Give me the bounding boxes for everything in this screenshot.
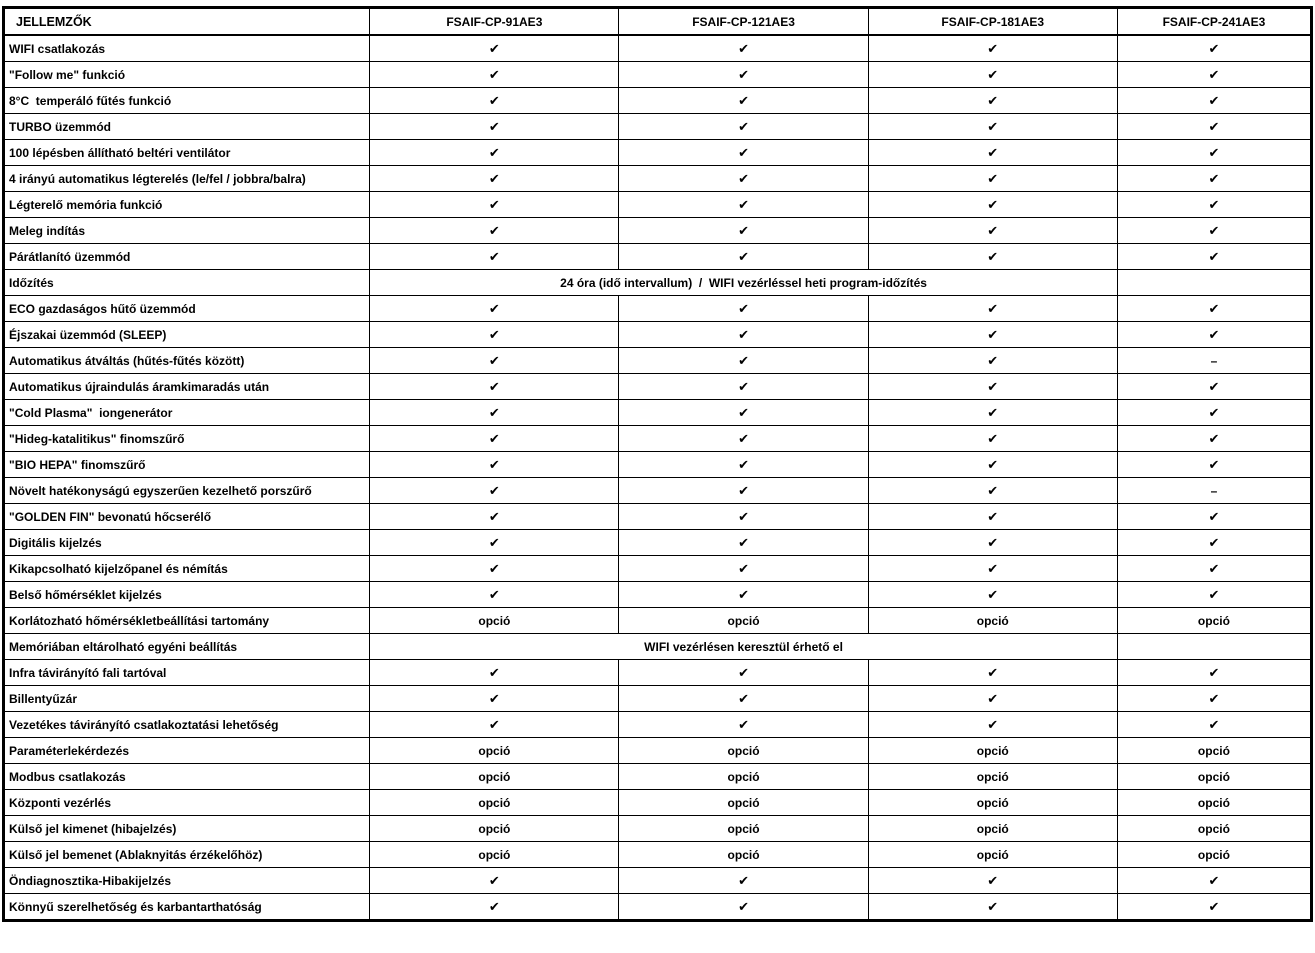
checkmark-cell: ✔ bbox=[370, 400, 619, 426]
feature-label: Belső hőmérséklet kijelzés bbox=[4, 582, 370, 608]
spanning-value-cell: 24 óra (idő intervallum) / WIFI vezérléssel heti program-időzítés bbox=[370, 270, 1118, 296]
feature-label: Külső jel kimenet (hibajelzés) bbox=[4, 816, 370, 842]
checkmark-cell: ✔ bbox=[1117, 296, 1311, 322]
features-comparison-table bbox=[2, 6, 1313, 922]
table-row bbox=[4, 348, 1312, 374]
table-row bbox=[4, 504, 1312, 530]
feature-label: Automatikus újraindulás áramkimaradás után bbox=[4, 374, 370, 400]
table-row bbox=[4, 738, 1312, 764]
feature-label: Automatikus átváltás (hűtés-fűtés között) bbox=[4, 348, 370, 374]
option-cell: opció bbox=[868, 816, 1117, 842]
feature-label: Korlátozható hőmérsékletbeállítási tartomány bbox=[4, 608, 370, 634]
checkmark-cell: ✔ bbox=[619, 88, 868, 114]
table-row bbox=[4, 478, 1312, 504]
checkmark-cell: ✔ bbox=[1117, 582, 1311, 608]
checkmark-cell: ✔ bbox=[868, 400, 1117, 426]
feature-label: 4 irányú automatikus légterelés (le/fel / jobbra/balra) bbox=[4, 166, 370, 192]
checkmark-cell: ✔ bbox=[868, 478, 1117, 504]
feature-label: TURBO üzemmód bbox=[4, 114, 370, 140]
table-row bbox=[4, 192, 1312, 218]
checkmark-cell: ✔ bbox=[619, 686, 868, 712]
table-row bbox=[4, 270, 1312, 296]
option-cell: opció bbox=[619, 738, 868, 764]
option-cell: opció bbox=[1117, 790, 1311, 816]
checkmark-cell: ✔ bbox=[868, 556, 1117, 582]
checkmark-cell: ✔ bbox=[1117, 712, 1311, 738]
table-row bbox=[4, 816, 1312, 842]
checkmark-cell: ✔ bbox=[1117, 244, 1311, 270]
checkmark-cell: ✔ bbox=[1117, 192, 1311, 218]
checkmark-cell: ✔ bbox=[370, 374, 619, 400]
feature-label: Időzítés bbox=[4, 270, 370, 296]
checkmark-cell: ✔ bbox=[619, 296, 868, 322]
checkmark-cell: ✔ bbox=[370, 894, 619, 921]
table-row bbox=[4, 322, 1312, 348]
table-row bbox=[4, 634, 1312, 660]
checkmark-cell: ✔ bbox=[1117, 556, 1311, 582]
checkmark-cell: ✔ bbox=[868, 35, 1117, 62]
checkmark-cell: ✔ bbox=[868, 712, 1117, 738]
table-row bbox=[4, 712, 1312, 738]
checkmark-cell: ✔ bbox=[868, 504, 1117, 530]
empty-value-cell bbox=[1117, 634, 1311, 660]
model-column-header-4: FSAIF-CP-241AE3 bbox=[1117, 8, 1311, 36]
checkmark-cell: ✔ bbox=[370, 478, 619, 504]
checkmark-cell: ✔ bbox=[370, 556, 619, 582]
checkmark-cell: ✔ bbox=[868, 530, 1117, 556]
checkmark-cell: ✔ bbox=[868, 686, 1117, 712]
feature-label: "BIO HEPA" finomszűrő bbox=[4, 452, 370, 478]
checkmark-cell: ✔ bbox=[1117, 400, 1311, 426]
checkmark-cell: ✔ bbox=[868, 166, 1117, 192]
feature-label: Infra távirányító fali tartóval bbox=[4, 660, 370, 686]
option-cell: opció bbox=[370, 842, 619, 868]
checkmark-cell: ✔ bbox=[370, 868, 619, 894]
option-cell: opció bbox=[619, 608, 868, 634]
spanning-value-cell: WIFI vezérlésen keresztül érhető el bbox=[370, 634, 1118, 660]
feature-label: "Cold Plasma" iongenerátor bbox=[4, 400, 370, 426]
table-row bbox=[4, 530, 1312, 556]
checkmark-cell: ✔ bbox=[868, 348, 1117, 374]
table-row bbox=[4, 35, 1312, 62]
checkmark-cell: ✔ bbox=[1117, 218, 1311, 244]
checkmark-cell: ✔ bbox=[1117, 35, 1311, 62]
feature-label: "GOLDEN FIN" bevonatú hőcserélő bbox=[4, 504, 370, 530]
checkmark-cell: ✔ bbox=[619, 114, 868, 140]
checkmark-cell: ✔ bbox=[868, 88, 1117, 114]
option-cell: opció bbox=[868, 608, 1117, 634]
checkmark-cell: ✔ bbox=[370, 166, 619, 192]
table-row bbox=[4, 452, 1312, 478]
checkmark-cell: ✔ bbox=[1117, 868, 1311, 894]
checkmark-cell: ✔ bbox=[868, 868, 1117, 894]
checkmark-cell: ✔ bbox=[370, 35, 619, 62]
table-row bbox=[4, 296, 1312, 322]
checkmark-cell: ✔ bbox=[1117, 166, 1311, 192]
feature-label: Digitális kijelzés bbox=[4, 530, 370, 556]
feature-label: 100 lépésben állítható beltéri ventilátor bbox=[4, 140, 370, 166]
table-row bbox=[4, 868, 1312, 894]
checkmark-cell: ✔ bbox=[868, 322, 1117, 348]
feature-label: "Follow me" funkció bbox=[4, 62, 370, 88]
table-row bbox=[4, 62, 1312, 88]
checkmark-cell: ✔ bbox=[370, 218, 619, 244]
checkmark-cell: ✔ bbox=[370, 140, 619, 166]
checkmark-cell: ✔ bbox=[619, 374, 868, 400]
checkmark-cell: ✔ bbox=[619, 218, 868, 244]
table-row bbox=[4, 894, 1312, 921]
checkmark-cell: ✔ bbox=[1117, 660, 1311, 686]
checkmark-cell: ✔ bbox=[619, 556, 868, 582]
features-column-header: JELLEMZŐK bbox=[4, 8, 370, 36]
table-row bbox=[4, 218, 1312, 244]
feature-label: "Hideg-katalitikus" finomszűrő bbox=[4, 426, 370, 452]
checkmark-cell: ✔ bbox=[868, 660, 1117, 686]
checkmark-cell: ✔ bbox=[619, 192, 868, 218]
checkmark-cell: ✔ bbox=[370, 62, 619, 88]
model-column-header-2: FSAIF-CP-121AE3 bbox=[619, 8, 868, 36]
checkmark-cell: ✔ bbox=[1117, 62, 1311, 88]
empty-value-cell bbox=[1117, 270, 1311, 296]
checkmark-cell: ✔ bbox=[868, 244, 1117, 270]
option-cell: opció bbox=[619, 842, 868, 868]
feature-label: Öndiagnosztika-Hibakijelzés bbox=[4, 868, 370, 894]
feature-label: Légterelő memória funkció bbox=[4, 192, 370, 218]
checkmark-cell: ✔ bbox=[619, 426, 868, 452]
checkmark-cell: ✔ bbox=[370, 114, 619, 140]
option-cell: opció bbox=[619, 790, 868, 816]
checkmark-cell: ✔ bbox=[1117, 686, 1311, 712]
option-cell: opció bbox=[868, 764, 1117, 790]
table-row bbox=[4, 608, 1312, 634]
checkmark-cell: ✔ bbox=[370, 296, 619, 322]
dash-cell: – bbox=[1117, 348, 1311, 374]
checkmark-cell: ✔ bbox=[370, 504, 619, 530]
checkmark-cell: ✔ bbox=[619, 348, 868, 374]
checkmark-cell: ✔ bbox=[619, 712, 868, 738]
checkmark-cell: ✔ bbox=[1117, 452, 1311, 478]
header-row bbox=[4, 8, 1312, 36]
checkmark-cell: ✔ bbox=[619, 868, 868, 894]
checkmark-cell: ✔ bbox=[1117, 504, 1311, 530]
feature-label: Modbus csatlakozás bbox=[4, 764, 370, 790]
checkmark-cell: ✔ bbox=[619, 530, 868, 556]
checkmark-cell: ✔ bbox=[1117, 426, 1311, 452]
checkmark-cell: ✔ bbox=[868, 452, 1117, 478]
table-row bbox=[4, 660, 1312, 686]
checkmark-cell: ✔ bbox=[370, 322, 619, 348]
table-row bbox=[4, 400, 1312, 426]
checkmark-cell: ✔ bbox=[619, 478, 868, 504]
checkmark-cell: ✔ bbox=[619, 582, 868, 608]
feature-label: Növelt hatékonyságú egyszerűen kezelhető porszűrő bbox=[4, 478, 370, 504]
option-cell: opció bbox=[1117, 842, 1311, 868]
option-cell: opció bbox=[1117, 764, 1311, 790]
checkmark-cell: ✔ bbox=[868, 426, 1117, 452]
checkmark-cell: ✔ bbox=[868, 218, 1117, 244]
feature-label: 8°C temperáló fűtés funkció bbox=[4, 88, 370, 114]
option-cell: opció bbox=[868, 842, 1117, 868]
table-row bbox=[4, 244, 1312, 270]
feature-label: Kikapcsolható kijelzőpanel és némítás bbox=[4, 556, 370, 582]
option-cell: opció bbox=[868, 738, 1117, 764]
checkmark-cell: ✔ bbox=[868, 894, 1117, 921]
checkmark-cell: ✔ bbox=[619, 660, 868, 686]
feature-label: Memóriában eltárolható egyéni beállítás bbox=[4, 634, 370, 660]
table-row bbox=[4, 426, 1312, 452]
table-row bbox=[4, 686, 1312, 712]
option-cell: opció bbox=[1117, 816, 1311, 842]
table-row bbox=[4, 140, 1312, 166]
checkmark-cell: ✔ bbox=[619, 35, 868, 62]
checkmark-cell: ✔ bbox=[619, 504, 868, 530]
feature-label: ECO gazdaságos hűtő üzemmód bbox=[4, 296, 370, 322]
checkmark-cell: ✔ bbox=[370, 88, 619, 114]
checkmark-cell: ✔ bbox=[1117, 894, 1311, 921]
dash-cell: – bbox=[1117, 478, 1311, 504]
feature-label: Külső jel bemenet (Ablaknyitás érzékelőhöz) bbox=[4, 842, 370, 868]
checkmark-cell: ✔ bbox=[370, 452, 619, 478]
checkmark-cell: ✔ bbox=[370, 712, 619, 738]
option-cell: opció bbox=[370, 790, 619, 816]
checkmark-cell: ✔ bbox=[619, 322, 868, 348]
checkmark-cell: ✔ bbox=[1117, 530, 1311, 556]
checkmark-cell: ✔ bbox=[370, 348, 619, 374]
option-cell: opció bbox=[619, 816, 868, 842]
checkmark-cell: ✔ bbox=[619, 166, 868, 192]
option-cell: opció bbox=[370, 764, 619, 790]
features-table-body bbox=[4, 35, 1312, 921]
option-cell: opció bbox=[1117, 608, 1311, 634]
checkmark-cell: ✔ bbox=[370, 192, 619, 218]
option-cell: opció bbox=[868, 790, 1117, 816]
checkmark-cell: ✔ bbox=[370, 582, 619, 608]
table-row bbox=[4, 166, 1312, 192]
checkmark-cell: ✔ bbox=[868, 114, 1117, 140]
checkmark-cell: ✔ bbox=[868, 582, 1117, 608]
option-cell: opció bbox=[370, 816, 619, 842]
checkmark-cell: ✔ bbox=[1117, 114, 1311, 140]
checkmark-cell: ✔ bbox=[868, 296, 1117, 322]
option-cell: opció bbox=[619, 764, 868, 790]
feature-label: WIFI csatlakozás bbox=[4, 35, 370, 62]
checkmark-cell: ✔ bbox=[370, 426, 619, 452]
checkmark-cell: ✔ bbox=[1117, 322, 1311, 348]
checkmark-cell: ✔ bbox=[619, 400, 868, 426]
option-cell: opció bbox=[370, 608, 619, 634]
checkmark-cell: ✔ bbox=[619, 452, 868, 478]
feature-label: Meleg indítás bbox=[4, 218, 370, 244]
checkmark-cell: ✔ bbox=[1117, 140, 1311, 166]
checkmark-cell: ✔ bbox=[868, 192, 1117, 218]
checkmark-cell: ✔ bbox=[868, 140, 1117, 166]
feature-label: Könnyű szerelhetőség és karbantarthatóság bbox=[4, 894, 370, 921]
table-row bbox=[4, 88, 1312, 114]
feature-label: Központi vezérlés bbox=[4, 790, 370, 816]
table-row bbox=[4, 842, 1312, 868]
checkmark-cell: ✔ bbox=[868, 374, 1117, 400]
feature-label: Paraméterlekérdezés bbox=[4, 738, 370, 764]
model-column-header-3: FSAIF-CP-181AE3 bbox=[868, 8, 1117, 36]
checkmark-cell: ✔ bbox=[370, 530, 619, 556]
table-row bbox=[4, 790, 1312, 816]
feature-label: Vezetékes távirányító csatlakoztatási lehetőség bbox=[4, 712, 370, 738]
model-column-header-1: FSAIF-CP-91AE3 bbox=[370, 8, 619, 36]
checkmark-cell: ✔ bbox=[868, 62, 1117, 88]
option-cell: opció bbox=[370, 738, 619, 764]
table-row bbox=[4, 764, 1312, 790]
table-row bbox=[4, 582, 1312, 608]
checkmark-cell: ✔ bbox=[619, 62, 868, 88]
checkmark-cell: ✔ bbox=[1117, 374, 1311, 400]
feature-label: Párátlanító üzemmód bbox=[4, 244, 370, 270]
checkmark-cell: ✔ bbox=[619, 140, 868, 166]
checkmark-cell: ✔ bbox=[370, 244, 619, 270]
checkmark-cell: ✔ bbox=[370, 660, 619, 686]
table-row bbox=[4, 556, 1312, 582]
checkmark-cell: ✔ bbox=[370, 686, 619, 712]
option-cell: opció bbox=[1117, 738, 1311, 764]
table-row bbox=[4, 114, 1312, 140]
feature-label: Éjszakai üzemmód (SLEEP) bbox=[4, 322, 370, 348]
checkmark-cell: ✔ bbox=[619, 894, 868, 921]
checkmark-cell: ✔ bbox=[619, 244, 868, 270]
feature-label: Billentyűzár bbox=[4, 686, 370, 712]
checkmark-cell: ✔ bbox=[1117, 88, 1311, 114]
table-row bbox=[4, 374, 1312, 400]
